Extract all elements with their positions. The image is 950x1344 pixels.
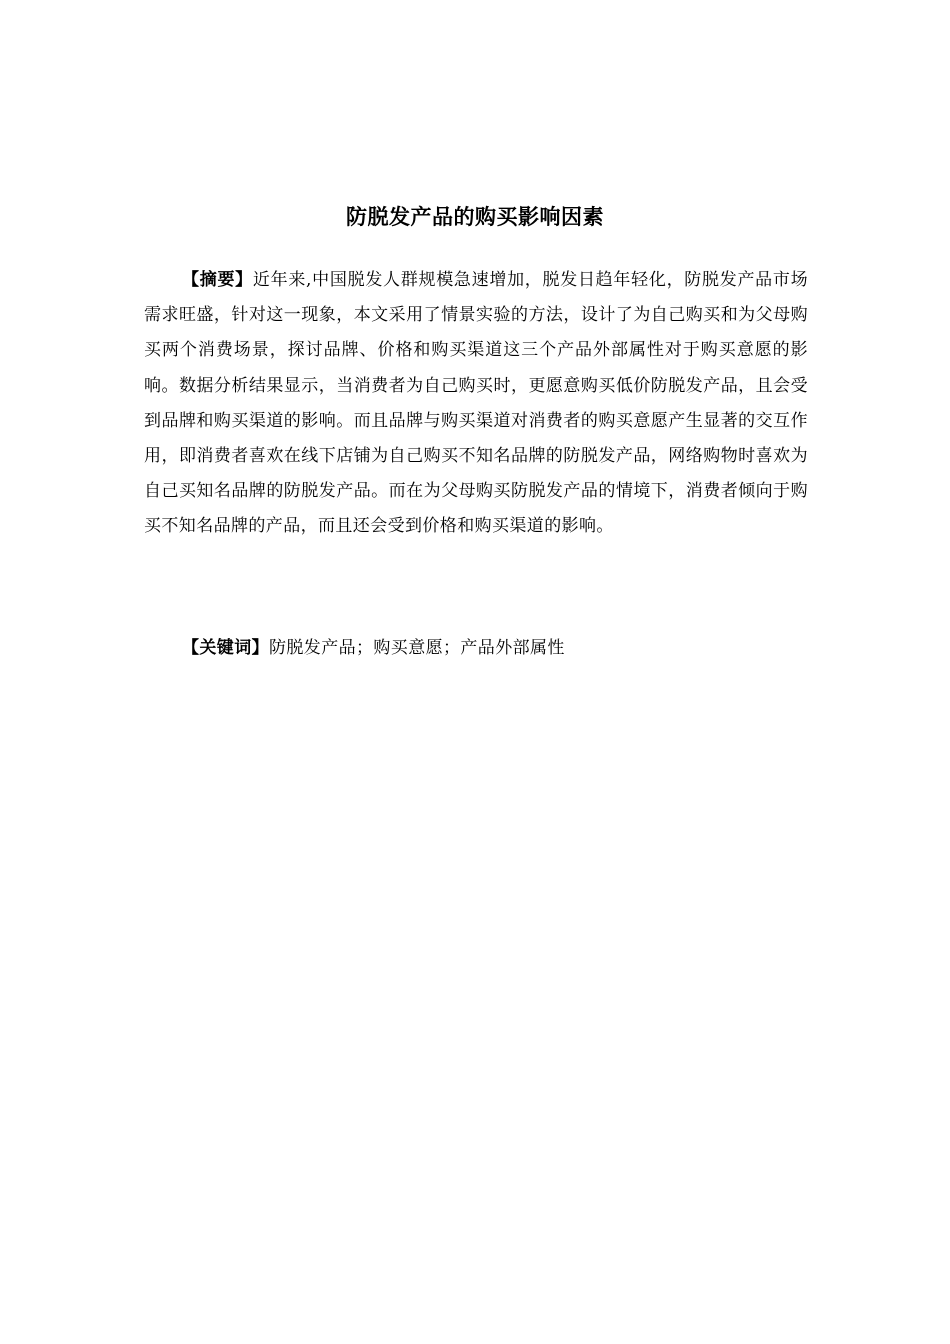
keywords-text: 防脱发产品；购买意愿；产品外部属性 [269, 638, 565, 658]
keywords-label: 【关键词】 [182, 638, 269, 658]
abstract-label: 【摘要】 [182, 270, 253, 290]
keywords-paragraph [144, 633, 808, 663]
abstract-text: 近年来,中国脱发人群规模急速增加，脱发日趋年轻化，防脱发产品市场需求旺盛，针对这一现象，本文采用了情景实验的方法，设计了为自己购买和为父母购买两个消费场景，探讨品牌、价格和购买渠道这三个产品外部属性对于购买意愿的影响。数据分析结果显示，当消费者为自己购买时，更愿意购买低价防脱发产品，且会受到品牌和购买渠道的影响。而且品牌与购买渠道对消费者的购买意愿产生显著的交互作用，即消费者喜欢在线下店铺为自己购买不知名品牌的防脱发产品，网络购物时喜欢为自己买知名品牌的防脱发产品。而在为父母购买防脱发产品的情境下，消费者倾向于购买不知名品牌的产品，而且还会受到价格和购买渠道的影响。 [144, 270, 809, 537]
abstract-paragraph [144, 263, 808, 545]
paper-title: 防脱发产品的购买影响因素 [346, 205, 604, 229]
